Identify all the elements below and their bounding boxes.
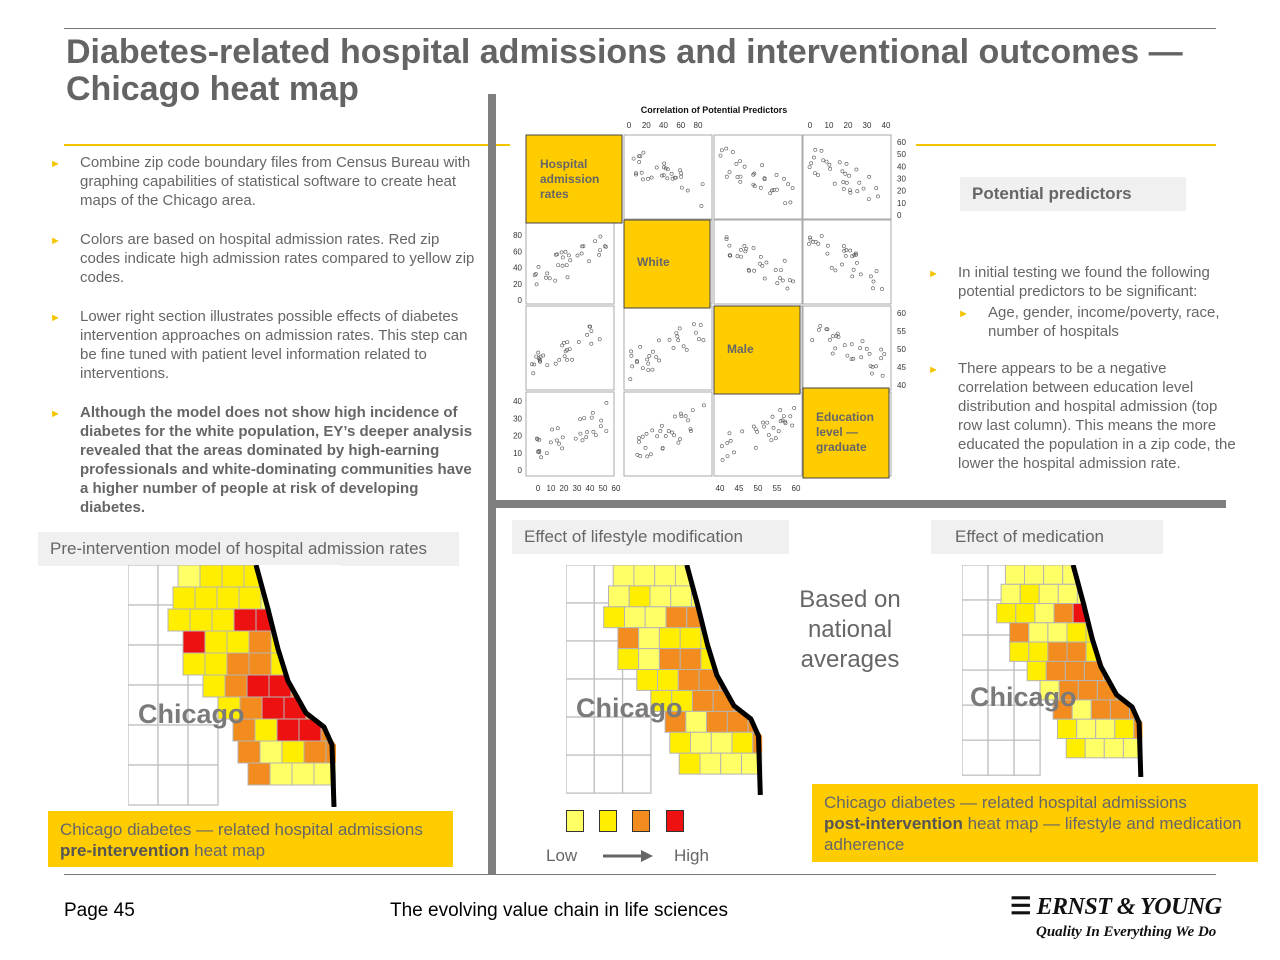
tick-label: 60 [513, 247, 522, 257]
legend-swatch-2 [599, 810, 617, 832]
tick-label: 60 [897, 138, 906, 147]
tick-label: 0 [535, 484, 541, 493]
zip-area [671, 586, 692, 607]
medication-header: Effect of medication [931, 520, 1163, 554]
tick-label: 20 [513, 279, 522, 289]
zip-area [270, 763, 292, 785]
pre-intervention-header: Pre-intervention model of hospital admission rates [38, 532, 459, 566]
zip-area [659, 628, 680, 649]
tick-label: 80 [693, 121, 703, 130]
triangle-bullet-icon: ► [928, 268, 939, 280]
tick-label: 80 [513, 231, 522, 240]
zip-area [183, 653, 205, 675]
zip-area [1016, 604, 1035, 623]
zip-area [679, 753, 700, 774]
triangle-bullet-icon: ► [50, 158, 61, 170]
zip-area [1039, 584, 1058, 603]
zip-area [1096, 719, 1115, 738]
top-rule [64, 28, 1216, 29]
zip-area [1054, 604, 1073, 623]
zip-area [639, 649, 660, 670]
triangle-bullet-icon: ► [50, 408, 61, 420]
zip-area [691, 732, 712, 753]
triangle-bullet-icon: ► [50, 235, 61, 247]
tick-label: 60 [611, 484, 621, 493]
zip-area [997, 604, 1016, 623]
zip-area [262, 697, 284, 719]
zip-area [692, 691, 713, 712]
tick-label: 55 [897, 327, 906, 336]
zip-area [203, 675, 225, 697]
arrow-right-icon [603, 848, 653, 864]
zip-outline [128, 765, 158, 805]
zip-area [212, 609, 234, 631]
scatter-cell [624, 392, 712, 476]
tick-label: 0 [807, 121, 813, 130]
scatter-matrix-title: Correlation of Potential Predictors [640, 105, 788, 115]
zip-outline [566, 603, 594, 641]
potential-predictors-header: Potential predictors [960, 177, 1186, 211]
zip-area [618, 649, 639, 670]
right-yellow-rule [916, 144, 1216, 146]
pre-intervention-caption [48, 811, 453, 867]
caption-text: Chicago diabetes — related hospital admissions [60, 820, 423, 839]
lifestyle-header: Effect of lifestyle modification [512, 520, 789, 554]
zip-area [1091, 700, 1110, 719]
zip-outline [1014, 740, 1040, 775]
triangle-bullet-icon: ► [50, 312, 61, 324]
tick-label: 55 [772, 484, 782, 493]
zip-area [1005, 565, 1024, 584]
ey-logo [1010, 892, 1222, 921]
zip-area [1048, 642, 1067, 661]
pre-intervention-map [128, 565, 340, 807]
zip-area [248, 763, 270, 785]
triangle-bullet-icon: ► [928, 364, 939, 376]
scatter-cell [624, 306, 712, 390]
zip-area [1048, 623, 1067, 642]
tick-label: 45 [897, 363, 906, 372]
scatter-cell [526, 306, 614, 390]
zip-area [629, 586, 650, 607]
zip-area [249, 653, 271, 675]
footer-rule [64, 874, 1216, 875]
zip-area [659, 649, 680, 670]
zip-area [1027, 661, 1046, 680]
zip-area [1029, 642, 1048, 661]
logo-text: ERNST & YOUNG [1036, 894, 1222, 920]
tick-label: 60 [897, 309, 906, 318]
tick-label: 40 [881, 121, 891, 130]
zip-area [183, 631, 205, 653]
legend-low-label: Low [546, 846, 578, 865]
tick-label: 20 [641, 121, 651, 130]
caption-bold: pre-intervention [60, 841, 190, 860]
legend-swatch-3 [632, 810, 650, 832]
tick-label: 20 [559, 484, 569, 493]
zip-area [700, 753, 721, 774]
zip-area [205, 653, 227, 675]
zip-area [238, 741, 260, 763]
predictor-bullet-list [928, 263, 1240, 493]
bullet-item [50, 153, 482, 210]
zip-area [721, 753, 742, 774]
zip-outline [566, 565, 594, 603]
tick-label: 40 [659, 121, 668, 130]
legend-swatch-4 [666, 810, 684, 832]
zip-area [680, 628, 701, 649]
scatter-cell [803, 306, 891, 390]
tick-label: 30 [572, 484, 582, 493]
tick-label: 50 [753, 484, 763, 493]
tick-label: 50 [598, 484, 608, 493]
tick-label: 0 [517, 466, 522, 475]
caption-text: Chicago diabetes — related hospital admissions [824, 793, 1187, 812]
tick-label: 10 [546, 484, 556, 493]
legend-high-label: High [674, 846, 709, 865]
scatter-cell [714, 220, 802, 304]
zip-area [205, 631, 227, 653]
zip-area [609, 586, 630, 607]
tick-label: 0 [897, 211, 902, 220]
zip-area [260, 741, 282, 763]
zip-area [168, 609, 190, 631]
zip-outline [128, 645, 158, 685]
medication-map [962, 565, 1146, 777]
zip-outline [962, 565, 988, 600]
map-city-label: Chicago [970, 682, 1077, 712]
bullet-text: Although the model does not show high incidence of diabetes for the white population, EY’s deeper analysis revealed that the areas dominated by high-earning professionals and white-dominating communities have a higher number of people at risk of developing diabetes. [80, 404, 473, 516]
zip-area [1010, 623, 1029, 642]
zip-outline [128, 605, 158, 645]
tick-label: 30 [862, 121, 872, 130]
tick-label: 40 [715, 484, 725, 493]
zip-area [686, 711, 707, 732]
bullet-text: Colors are based on hospital admission rates. Red zip codes indicate high admission rates compared to yellow zip codes. [80, 231, 475, 286]
ey-tagline: Quality In Everything We Do [1036, 924, 1217, 940]
zip-area [604, 607, 625, 628]
zip-area [190, 609, 212, 631]
zip-area [711, 732, 732, 753]
bullet-item [50, 403, 482, 517]
zip-area [227, 653, 249, 675]
vertical-divider [488, 94, 496, 874]
zip-area [1025, 565, 1044, 584]
bullet-text: Lower right section illustrates possible effects of diabetes intervention approaches on admission rates. This step can be fine tuned with patient level information related to interventions. [80, 308, 468, 382]
diag-label: White [637, 255, 670, 269]
diag-label: Education level — graduate [816, 410, 875, 454]
zip-area [304, 741, 326, 763]
zip-area [200, 565, 222, 587]
zip-area [625, 607, 646, 628]
caption-text: heat map [194, 841, 266, 860]
tick-label: 20 [843, 121, 853, 130]
tick-label: 60 [791, 484, 801, 493]
bullet-item [928, 263, 1240, 341]
bullet-text: Combine zip code boundary files from Census Bureau with graphing capabilities of statistical software to create heat maps of the Chicago area. [80, 154, 471, 209]
scatter-cell [526, 392, 614, 476]
page-number: Page 45 [64, 900, 135, 921]
zip-outline [128, 725, 158, 765]
zip-outline [962, 740, 988, 775]
page-title: Diabetes-related hospital admissions and interventional outcomes — Chicago heat map [66, 33, 1183, 108]
scatter-cell [803, 135, 891, 219]
zip-area [1077, 719, 1096, 738]
zip-area [1046, 661, 1065, 680]
zip-area [249, 631, 271, 653]
tick-label: 40 [897, 162, 906, 172]
map-city-label: Chicago [138, 699, 245, 729]
zip-area [1029, 623, 1048, 642]
bullet-item [50, 230, 482, 287]
scatter-cell [803, 220, 891, 304]
zip-outline [566, 755, 594, 793]
sub-bullet-text: Age, gender, income/poverty, race, number of hospitals [988, 304, 1220, 340]
zip-area [658, 670, 679, 691]
zip-area [1010, 642, 1029, 661]
correlation-scatter-matrix [500, 100, 920, 500]
zip-outline [988, 740, 1014, 775]
tick-label: 40 [897, 381, 906, 390]
diag-label: Hospital admission rates [540, 157, 600, 201]
zip-outline [962, 635, 988, 670]
tick-label: 30 [513, 414, 522, 424]
tick-label: 20 [513, 431, 522, 441]
zip-area [678, 670, 699, 691]
zip-outline [158, 765, 188, 805]
zip-area [645, 607, 666, 628]
zip-area [217, 587, 239, 609]
zip-area [1020, 584, 1039, 603]
map-city-label: Chicago [576, 693, 683, 723]
zip-area [655, 565, 676, 586]
tick-label: 0 [517, 296, 522, 305]
zip-area [255, 719, 277, 741]
zip-area [680, 649, 701, 670]
tick-label: 10 [824, 121, 834, 130]
bullet-item [50, 307, 482, 383]
zip-area [1065, 661, 1084, 680]
tick-label: 40 [513, 263, 522, 273]
zip-area [225, 675, 247, 697]
sub-bullet [958, 303, 1240, 341]
tick-label: 10 [897, 198, 906, 208]
scatter-cell [714, 392, 802, 476]
tick-label: 0 [626, 121, 632, 130]
zip-outline [128, 565, 158, 605]
bullet-text: In initial testing we found the following potential predictors to be significant: [958, 264, 1210, 300]
bullet-text: There appears to be a negative correlation between education level distribution and hospital admission (top row last column). This means the more educated the population in a zip code, the lower the hospital admission rate. [958, 360, 1236, 472]
zip-area [1078, 681, 1097, 700]
left-yellow-rule [64, 144, 510, 146]
zip-area [1104, 739, 1123, 758]
zip-outline [962, 600, 988, 635]
zip-area [732, 732, 753, 753]
zip-area [707, 711, 728, 732]
diag-label: Male [727, 342, 754, 356]
zip-outline [188, 765, 218, 805]
zip-outline [566, 641, 594, 679]
zip-area [1085, 739, 1104, 758]
zip-area [637, 670, 658, 691]
zip-area [222, 565, 244, 587]
tick-label: 50 [897, 345, 906, 354]
footer-title: The evolving value chain in life sciences [390, 900, 728, 921]
zip-area [1001, 584, 1020, 603]
zip-area [239, 587, 261, 609]
caption-text: heat map — lifestyle and medication adherence [824, 814, 1242, 854]
zip-area [1058, 584, 1077, 603]
zip-outline [158, 725, 188, 765]
legend-swatch-1 [566, 810, 584, 832]
zip-area [292, 763, 314, 785]
lifestyle-map [566, 565, 766, 795]
triangle-bullet-icon: ► [958, 308, 969, 320]
bullet-item [928, 359, 1240, 473]
zip-outline [188, 725, 218, 765]
zip-outline [594, 755, 622, 793]
tick-label: 60 [676, 121, 686, 130]
caption-bold: post-intervention [824, 814, 963, 833]
tick-label: 10 [513, 448, 522, 458]
zip-area [282, 741, 304, 763]
zip-area [1067, 642, 1086, 661]
zip-area [1044, 565, 1063, 584]
zip-area [227, 631, 249, 653]
zip-area [1115, 719, 1134, 738]
zip-area [634, 565, 655, 586]
zip-area [613, 565, 634, 586]
zip-area [670, 732, 691, 753]
zip-outline [623, 755, 651, 793]
based-on-note: Based on national averages [799, 586, 901, 673]
tick-label: 45 [734, 484, 744, 493]
zip-area [173, 587, 195, 609]
zip-area [1035, 604, 1054, 623]
left-bullet-list [50, 153, 482, 537]
zip-area [1066, 739, 1085, 758]
tick-label: 50 [897, 150, 906, 160]
zip-area [1067, 623, 1086, 642]
tick-label: 30 [897, 174, 906, 184]
zip-area [618, 628, 639, 649]
zip-area [247, 675, 269, 697]
zip-area [195, 587, 217, 609]
tick-label: 20 [897, 186, 906, 196]
zip-area [666, 607, 687, 628]
tick-label: 40 [585, 484, 595, 493]
zip-area [178, 565, 200, 587]
zip-area [650, 586, 671, 607]
zip-area [1058, 719, 1077, 738]
zip-area [234, 609, 256, 631]
horizontal-divider [496, 500, 1226, 508]
tick-label: 40 [513, 397, 522, 406]
zip-area [639, 628, 660, 649]
zip-area [277, 719, 299, 741]
ey-bars-icon: ☰ [1010, 894, 1032, 920]
post-intervention-caption [812, 784, 1258, 862]
